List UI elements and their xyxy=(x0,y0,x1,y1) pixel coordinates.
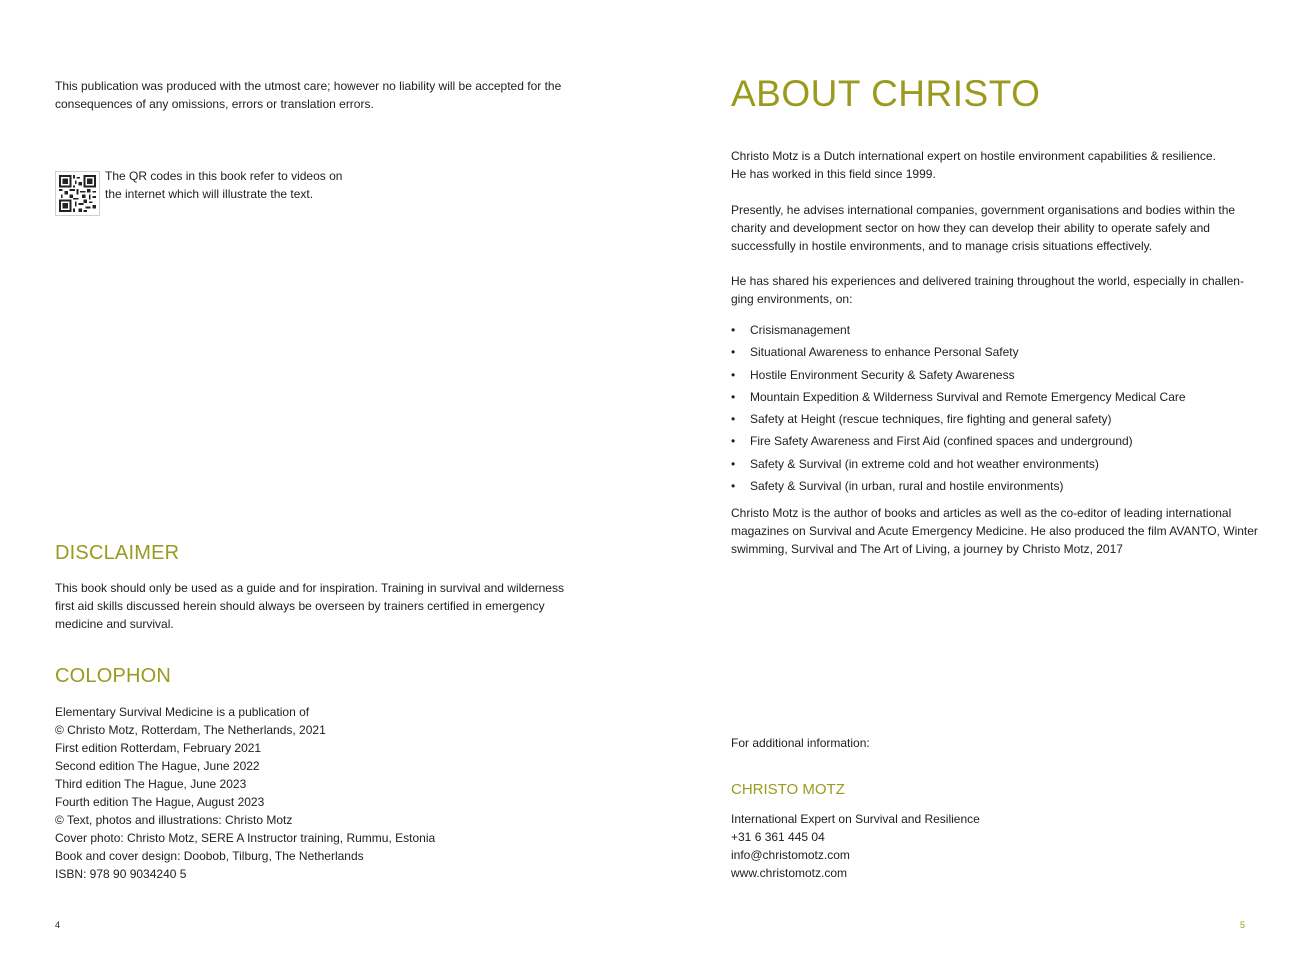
colophon-line: Book and cover design: Doobob, Tilburg, The Netherlands xyxy=(55,849,364,863)
list-item-text: Safety at Height (rescue techniques, fire fighting and general safety) xyxy=(750,412,1112,427)
presently-line: successfully in hostile environments, and to manage crisis situations effectively. xyxy=(731,239,1153,253)
page-number-left: 4 xyxy=(55,920,61,930)
list-item-text: Crisismanagement xyxy=(750,323,851,337)
disclaimer-line: This book should only be used as a guide and for inspiration. Training in survival and wilderness xyxy=(55,581,564,595)
bullet-icon: • xyxy=(731,434,736,449)
colophon-heading: COLOPHON xyxy=(55,665,172,687)
page-number-right: 5 xyxy=(1240,920,1246,930)
intro-paragraph xyxy=(731,147,1271,183)
additional-info-label: For additional information: xyxy=(731,736,870,750)
bullet-icon: • xyxy=(731,323,736,337)
colophon-line: Second edition The Hague, June 2022 xyxy=(55,759,260,773)
list-item-text: Safety & Survival (in urban, rural and hostile environments) xyxy=(750,479,1064,494)
list-item xyxy=(731,455,1271,477)
contact-phone: +31 6 361 445 04 xyxy=(731,830,825,844)
liability-note xyxy=(55,77,615,113)
colophon-line: © Text, photos and illustrations: Christo Motz xyxy=(55,813,293,827)
colophon-text xyxy=(55,703,615,883)
colophon-line: © Christo Motz, Rotterdam, The Netherlands, 2021 xyxy=(55,723,326,737)
colophon-line: Third edition The Hague, June 2023 xyxy=(55,777,247,791)
expertise-list xyxy=(731,321,1271,499)
shared-paragraph xyxy=(731,272,1271,308)
disclaimer-text xyxy=(55,579,615,633)
contact-email: info@christomotz.com xyxy=(731,848,850,862)
contact-website: www.christomotz.com xyxy=(731,866,848,880)
disclaimer-line: medicine and survival. xyxy=(55,617,174,631)
list-item xyxy=(731,477,1271,499)
bullet-icon: • xyxy=(731,456,736,471)
contact-role: International Expert on Survival and Resilience xyxy=(731,812,980,826)
right-page xyxy=(650,0,1300,975)
colophon-line: First edition Rotterdam, February 2021 xyxy=(55,741,262,755)
qr-code-icon xyxy=(55,171,100,216)
qr-note-line: The QR codes in this book refer to videos on xyxy=(105,169,343,183)
list-item xyxy=(731,388,1271,410)
colophon-line: Elementary Survival Medicine is a publication of xyxy=(55,705,310,719)
list-item xyxy=(731,410,1271,432)
list-item-text: Hostile Environment Security & Safety Awareness xyxy=(750,367,1015,382)
contact-details xyxy=(731,810,1131,882)
colophon-line: Fourth edition The Hague, August 2023 xyxy=(55,795,265,809)
qr-note-line: the internet which will illustrate the text. xyxy=(105,187,314,201)
presently-line: charity and development sector on how they can develop their ability to operate safely and xyxy=(731,221,1210,235)
list-item xyxy=(731,343,1271,365)
liability-line: This publication was produced with the utmost care; however no liability will be accepted for the xyxy=(55,79,562,93)
shared-line: He has shared his experiences and delivered training throughout the world, especially in challen- xyxy=(731,274,1244,288)
colophon-line: ISBN: 978 90 9034240 5 xyxy=(55,867,187,881)
list-item-text: Mountain Expedition & Wilderness Survival and Remote Emergency Medical Care xyxy=(750,389,1186,404)
qr-note xyxy=(105,167,405,203)
list-item xyxy=(731,321,1271,343)
presently-paragraph xyxy=(731,201,1271,255)
bullet-icon: • xyxy=(731,479,736,494)
author-paragraph xyxy=(731,504,1271,558)
contact-name: CHRISTO MOTZ xyxy=(731,781,845,798)
author-line: magazines on Survival and Acute Emergency Medicine. He also produced the film AVANTO, Winter xyxy=(731,524,1258,538)
shared-line: ging environments, on: xyxy=(731,292,853,306)
intro-line: Christo Motz is a Dutch international expert on hostile environment capabilities & resilience. xyxy=(731,149,1216,163)
bullet-icon: • xyxy=(731,412,736,427)
list-item-text: Safety & Survival (in extreme cold and hot weather environments) xyxy=(750,456,1099,471)
page-title: ABOUT CHRISTO xyxy=(731,73,1041,114)
liability-line: consequences of any omissions, errors or translation errors. xyxy=(55,97,374,111)
colophon-line: Cover photo: Christo Motz, SERE A Instructor training, Rummu, Estonia xyxy=(55,831,436,845)
list-item-text: Situational Awareness to enhance Personal Safety xyxy=(750,345,1019,360)
author-line: swimming, Survival and The Art of Living, a journey by Christo Motz, 2017 xyxy=(731,542,1123,556)
list-item-text: Fire Safety Awareness and First Aid (confined spaces and underground) xyxy=(750,434,1133,449)
bullet-icon: • xyxy=(731,345,736,360)
bullet-icon: • xyxy=(731,389,736,404)
presently-line: Presently, he advises international companies, government organisations and bodies within the xyxy=(731,203,1236,217)
list-item xyxy=(731,432,1271,454)
bullet-icon: • xyxy=(731,367,736,382)
author-line: Christo Motz is the author of books and articles as well as the co-editor of leading international xyxy=(731,506,1232,520)
disclaimer-line: first aid skills discussed herein should always be overseen by trainers certified in emergency xyxy=(55,599,545,613)
list-item xyxy=(731,366,1271,388)
intro-line: He has worked in this field since 1999. xyxy=(731,167,936,181)
disclaimer-heading: DISCLAIMER xyxy=(55,542,180,564)
